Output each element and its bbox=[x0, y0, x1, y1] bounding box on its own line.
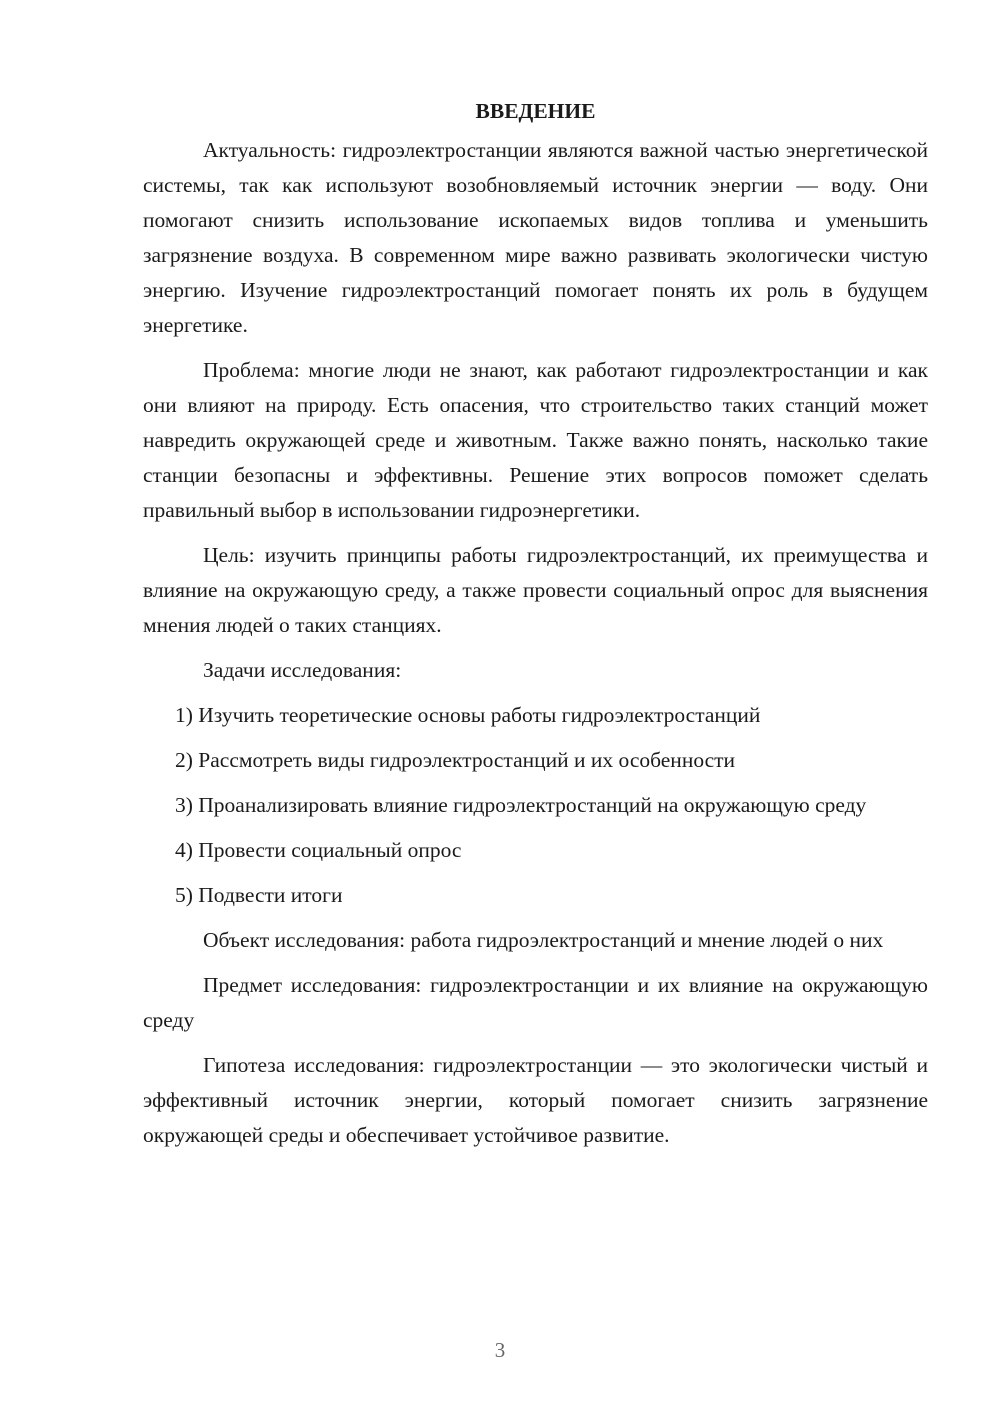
list-item: 5) Подвести итоги bbox=[175, 883, 343, 907]
paragraph-subject: Предмет исследования: гидроэлектростанции и их влияние на окружающую среду bbox=[143, 973, 928, 1032]
paragraph-problem: Проблема: многие люди не знают, как работают гидроэлектростанции и как они влияют на природу. Есть опасения, что строительство таких станций может навредить окружающей среде и животным. Также важно понять, насколько такие станции безопасны и эффективны. Решение этих вопросов поможет сделать правильный выбор в использовании гидроэнергетики. bbox=[143, 358, 928, 522]
tasks-title: Задачи исследования: bbox=[203, 658, 402, 682]
page-content bbox=[143, 94, 928, 1163]
page-number: 3 bbox=[494, 1338, 506, 1362]
list-item: 1) Изучить теоретические основы работы гидроэлектростанций bbox=[175, 703, 761, 727]
paragraph-goal: Цель: изучить принципы работы гидроэлектростанций, их преимущества и влияние на окружающую среду, а также провести социальный опрос для выяснения мнения людей о таких станциях. bbox=[143, 543, 928, 637]
section-heading: ВВЕДЕНИЕ bbox=[475, 99, 596, 123]
list-item: 2) Рассмотреть виды гидроэлектростанций и их особенности bbox=[175, 748, 736, 772]
paragraph-object: Объект исследования: работа гидроэлектростанций и мнение людей о них bbox=[203, 928, 884, 952]
list-item: 4) Провести социальный опрос bbox=[175, 838, 462, 862]
paragraph-hypothesis: Гипотеза исследования: гидроэлектростанции — это экологически чистый и эффективный источник энергии, который помогает снизить загрязнение окружающей среды и обеспечивает устойчивое развитие. bbox=[143, 1053, 928, 1147]
paragraph-relevance: Актуальность: гидроэлектростанции являются важной частью энергетической системы, так как используют возобновляемый источник энергии — воду. Они помогают снизить использование ископаемых видов топлива и уменьшить загрязнение воздуха. В современном мире важно развивать экологически чистую энергию. Изучение гидроэлектростанций помогает понять их роль в будущем энергетике. bbox=[143, 138, 928, 337]
tasks-list bbox=[143, 698, 928, 913]
list-item: 3) Проанализировать влияние гидроэлектростанций на окружающую среду bbox=[175, 793, 867, 817]
